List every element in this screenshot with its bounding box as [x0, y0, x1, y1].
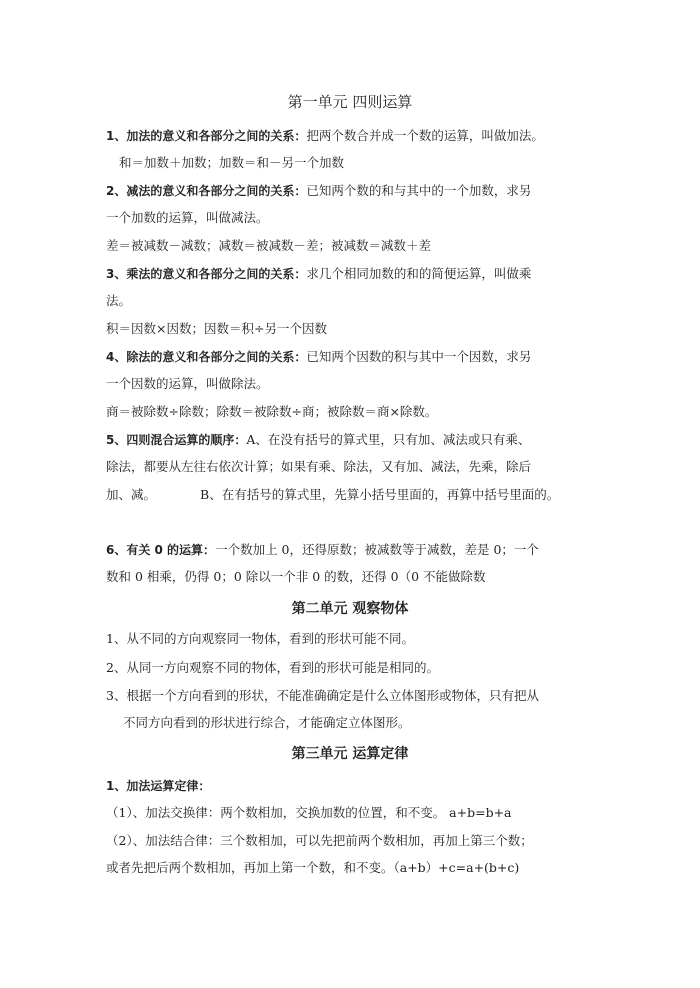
- section-5-text: A、在没有括号的算式里，只有加、减法或只有乘、: [246, 432, 531, 447]
- section-4-label: 4、除法的意义和各部分之间的关系：: [106, 350, 307, 364]
- section-5-line3-b: B、在有括号的算式里，先算小括号里面的，再算中括号里面的。: [200, 487, 560, 502]
- section-6-text: 一个数加上 0，还得原数；被减数等于减数，差是 0；一个: [215, 542, 539, 557]
- section-5-line: [106, 431, 530, 449]
- unit3-line-3: 或者先把后两个数相加，再加上第一个数，和不变。（a+b）+c=a+(b+c): [106, 860, 520, 875]
- unit2-item-1: 1、从不同的方向观察同一物体，看到的形状可能不同。: [106, 631, 414, 646]
- unit2-item-3-cont: 不同方向看到的形状进行综合，才能确定立体图形。: [123, 715, 411, 730]
- section-1-line: [106, 127, 544, 145]
- unit3-section-1: [106, 777, 210, 795]
- section-3-formula: 积＝因数×因数；因数＝积÷另一个因数: [106, 321, 327, 336]
- unit3-line-1: （1）、加法交换律：两个数相加，交换加数的位置，和不变。 a+b=b+a: [106, 805, 512, 820]
- section-6-line2: 数和 0 相乘，仍得 0；0 除以一个非 0 的数，还得 0（0 不能做除数: [106, 569, 486, 584]
- unit2-item-2: 2、从同一方向观察不同的物体，看到的形状可能是相同的。: [106, 660, 439, 675]
- unit3-section-1-label: 1、加法运算定律：: [106, 779, 211, 793]
- section-6-line: [106, 541, 539, 559]
- unit2-title: 第二单元 观察物体: [291, 601, 409, 617]
- section-3-text: 求几个相同加数的和的简便运算，叫做乘: [306, 266, 532, 281]
- section-2-formula: 差＝被减数－减数；减数＝被减数－差；被减数＝减数＋差: [106, 238, 432, 253]
- section-5-line3-a: 加、减。: [106, 487, 157, 502]
- section-2-label: 2、减法的意义和各部分之间的关系：: [106, 184, 307, 198]
- section-3-line2: 法。: [106, 293, 132, 308]
- section-3-line: [106, 265, 531, 283]
- section-4-line2: 一个因数的运算，叫做除法。: [106, 376, 269, 391]
- unit3-line-2: （2）、加法结合律：三个数相加，可以先把前两个数相加，再加上第三个数；: [106, 833, 533, 848]
- section-5-line2: 除法，都要从左往右依次计算；如果有乘、除法，又有加、减法，先乘，除后: [106, 459, 532, 474]
- section-5-label: 5、四则混合运算的顺序：: [106, 433, 247, 447]
- section-4-line: [106, 348, 531, 366]
- section-5-line3: [106, 486, 559, 504]
- unit3-title: 第三单元 运算定律: [291, 746, 409, 762]
- section-2-line2: 一个加数的运算，叫做减法。: [106, 210, 269, 225]
- section-2-line: [106, 182, 531, 200]
- section-3-label: 3、乘法的意义和各部分之间的关系：: [106, 267, 307, 281]
- unit1-title: 第一单元 四则运算: [287, 93, 413, 111]
- section-1-label: 1、加法的意义和各部分之间的关系：: [106, 129, 307, 143]
- section-6-label: 6、有关 0 的运算：: [106, 543, 216, 557]
- unit2-item-3: 3、根据一个方向看到的形状，不能准确确定是什么立体图形或物体，只有把从: [106, 688, 539, 703]
- section-2-text: 已知两个数的和与其中的一个加数，求另: [306, 183, 532, 198]
- section-4-text: 已知两个因数的积与其中一个因数，求另: [306, 349, 532, 364]
- section-1-formula: 和＝加数＋加数；加数＝和－另一个加数: [119, 155, 345, 170]
- section-1-text: 把两个数合并成一个数的运算，叫做加法。: [306, 128, 544, 143]
- section-4-formula: 商＝被除数÷除数；除数＝被除数÷商；被除数＝商×除数。: [106, 404, 438, 419]
